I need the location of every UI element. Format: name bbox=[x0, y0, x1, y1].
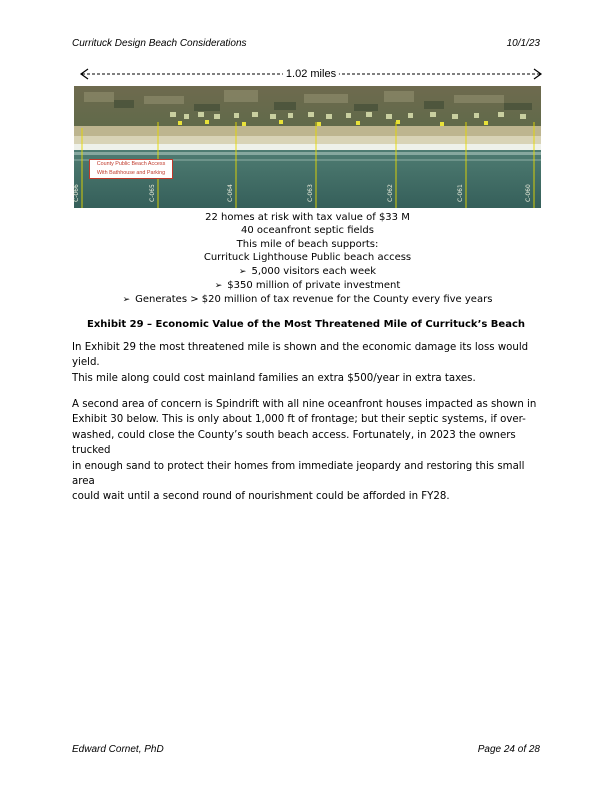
document-date: 10/1/23 bbox=[506, 38, 540, 49]
marker-c062: C-062 bbox=[387, 184, 394, 202]
stat-septic: 40 oceanfront septic fields bbox=[241, 225, 374, 237]
paragraph-line: Exhibit 30 below. This is only about 1,000 ft of frontage; but their septic systems, if over- bbox=[72, 414, 526, 426]
paragraph-exhibit-29 bbox=[72, 340, 540, 386]
arrow-bullet-icon: ➢ bbox=[238, 266, 247, 277]
beach-access-callout bbox=[89, 159, 173, 179]
callout-line-2: With Bathhouse and Parking bbox=[96, 169, 166, 176]
page-footer bbox=[72, 744, 540, 758]
marker-c066: C-066 bbox=[73, 184, 80, 202]
paragraph-line: could wait until a second round of nourishment could be afforded in FY28. bbox=[72, 491, 450, 503]
bullet-visitors-text: 5,000 visitors each week bbox=[251, 265, 377, 277]
document-title: Currituck Design Beach Considerations bbox=[72, 38, 247, 49]
marker-c064: C-064 bbox=[227, 184, 234, 202]
marker-c061: C-061 bbox=[457, 184, 464, 202]
paragraph-line: In Exhibit 29 the most threatened mile is shown and the economic damage its loss would yield. bbox=[72, 342, 529, 369]
economic-stats-block bbox=[74, 211, 541, 308]
author-name: Edward Cornet, PhD bbox=[72, 744, 164, 755]
aerial-beach-photo bbox=[74, 86, 541, 208]
bullet-investment-text: $350 million of private investment bbox=[227, 280, 401, 292]
marker-c060: C-060 bbox=[525, 184, 532, 202]
distance-label: 1.02 miles bbox=[283, 66, 339, 82]
marker-c065: C-065 bbox=[149, 184, 156, 202]
stat-homes: 22 homes at risk with tax value of $33 M bbox=[205, 212, 410, 223]
stat-supports-heading: This mile of beach supports: bbox=[236, 238, 379, 250]
paragraph-line: A second area of concern is Spindrift with all nine oceanfront houses impacted as shown in bbox=[72, 399, 537, 410]
bullet-visitors bbox=[74, 265, 541, 279]
bullet-investment bbox=[74, 279, 541, 293]
paragraph-line: in enough sand to protect their homes from immediate jeopardy and restoring this small area bbox=[72, 460, 525, 488]
exhibit-caption: Exhibit 29 – Economic Value of the Most Threatened Mile of Currituck’s Beach bbox=[86, 319, 526, 330]
distance-indicator bbox=[78, 66, 544, 82]
aerial-photo-graphic bbox=[74, 86, 541, 208]
paragraph-line: washed, could close the County’s south beach access. Fortunately, in 2023 the owners trucked bbox=[72, 429, 516, 457]
callout-line-1: County Public Beach Access bbox=[96, 161, 166, 167]
paragraph-spindrift bbox=[72, 397, 540, 505]
marker-c063: C-063 bbox=[307, 184, 314, 202]
page-header bbox=[72, 38, 540, 52]
arrow-bullet-icon: ➢ bbox=[214, 281, 223, 292]
stat-lighthouse: Currituck Lighthouse Public beach access bbox=[203, 252, 412, 264]
bullet-tax-revenue-text: Generates > $20 million of tax revenue for the County every five years bbox=[135, 294, 493, 306]
bullet-tax-revenue bbox=[74, 293, 541, 307]
page-number: Page 24 of 28 bbox=[477, 744, 540, 755]
paragraph-line: This mile along could cost mainland families an extra $500/year in extra taxes. bbox=[72, 372, 476, 384]
arrow-bullet-icon: ➢ bbox=[122, 295, 131, 306]
